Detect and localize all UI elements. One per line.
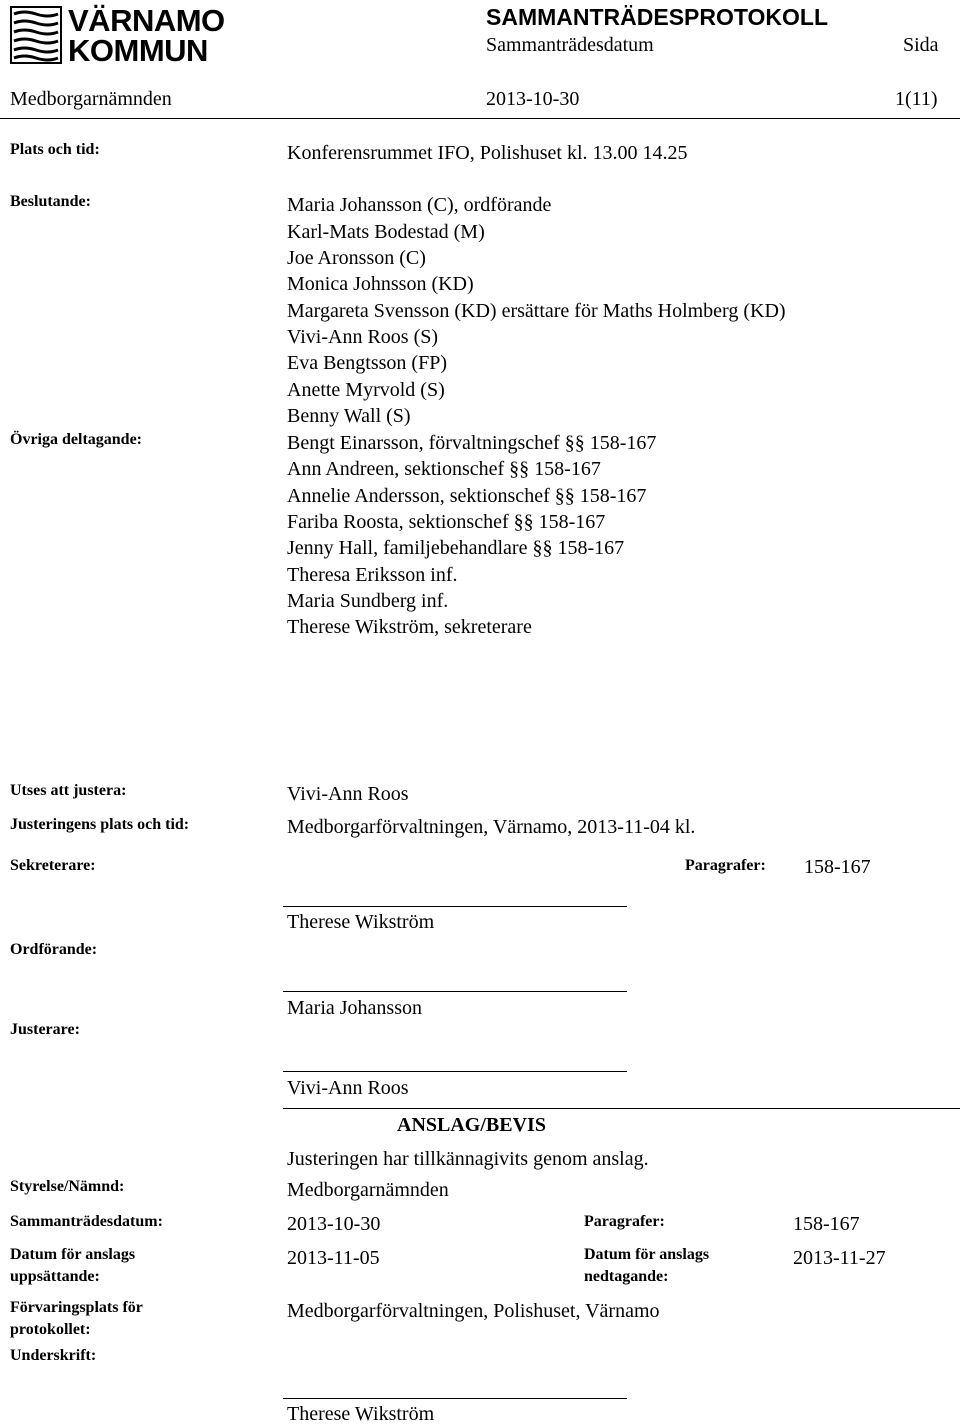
notice-meeting-date-value: 2013-10-30 bbox=[287, 1213, 381, 1235]
decider-item: Joe Aronsson (C) bbox=[287, 247, 426, 269]
participant-item: Ann Andreen, sektionschef §§ 158-167 bbox=[287, 458, 601, 480]
paragraphs-label: Paragrafer: bbox=[685, 857, 766, 874]
page-column-label: Sida bbox=[903, 34, 939, 56]
date-column-label: Sammanträdesdatum bbox=[486, 34, 654, 56]
participant-item: Jenny Hall, familjebehandlare §§ 158-167 bbox=[287, 537, 625, 559]
signature-label: Underskrift: bbox=[10, 1347, 97, 1364]
decider-item: Monica Johnsson (KD) bbox=[287, 273, 474, 295]
place-label: Plats och tid: bbox=[10, 141, 100, 158]
posted-date-label-line-2: uppsättande: bbox=[10, 1268, 100, 1285]
notice-signature-line bbox=[283, 1398, 627, 1399]
participant-item: Annelie Andersson, sektionschef §§ 158-167 bbox=[287, 485, 647, 507]
adjuster-signature-line bbox=[283, 1071, 627, 1072]
notice-paragraphs-value: 158-167 bbox=[793, 1213, 860, 1235]
storage-label-line-2: protokollet: bbox=[10, 1321, 91, 1338]
page-number: 1(11) bbox=[895, 88, 938, 110]
participant-item: Theresa Eriksson inf. bbox=[287, 564, 458, 586]
notice-meeting-date-label: Sammanträdesdatum: bbox=[10, 1213, 163, 1230]
adjust-place-label: Justeringens plats och tid: bbox=[10, 816, 190, 833]
participant-item: Therese Wikström, sekreterare bbox=[287, 616, 532, 638]
board-label: Styrelse/Nämnd: bbox=[10, 1178, 125, 1195]
participant-item: Fariba Roosta, sektionschef §§ 158-167 bbox=[287, 511, 606, 533]
decider-item: Karl-Mats Bodestad (M) bbox=[287, 221, 485, 243]
kommun-logo-emblem bbox=[10, 6, 62, 64]
notice-heading: ANSLAG/BEVIS bbox=[397, 1114, 546, 1136]
notice-signature-name: Therese Wikström bbox=[287, 1403, 435, 1425]
secretary-name: Therese Wikström bbox=[287, 911, 435, 933]
decider-item: Maria Johansson (C), ordförande bbox=[287, 194, 552, 216]
appointed-label: Utses att justera: bbox=[10, 782, 127, 799]
appointed-value: Vivi-Ann Roos bbox=[287, 783, 409, 805]
decider-item: Vivi-Ann Roos (S) bbox=[287, 326, 439, 348]
secretary-signature-line bbox=[283, 906, 627, 907]
logo-line-2: KOMMUN bbox=[68, 33, 208, 68]
decider-item: Benny Wall (S) bbox=[287, 405, 411, 427]
participant-item: Bengt Einarsson, förvaltningschef §§ 158-167 bbox=[287, 432, 657, 454]
removed-date-label-line-1: Datum för anslags bbox=[584, 1246, 710, 1263]
participant-item: Maria Sundberg inf. bbox=[287, 590, 449, 612]
adjuster-label: Justerare: bbox=[10, 1021, 80, 1038]
storage-value: Medborgarförvaltningen, Polishuset, Värnamo bbox=[287, 1300, 660, 1322]
adjust-place-value: Medborgarförvaltningen, Värnamo, 2013-11-04 kl. bbox=[287, 816, 696, 838]
logo-line-1: VÄRNAMO bbox=[68, 3, 225, 38]
document-title: SAMMANTRÄDESPROTOKOLL bbox=[486, 4, 829, 30]
removed-date-value: 2013-11-27 bbox=[793, 1247, 886, 1269]
adjuster-name: Vivi-Ann Roos bbox=[287, 1077, 409, 1099]
others-label: Övriga deltagande: bbox=[10, 431, 142, 448]
decider-item: Eva Bengtsson (FP) bbox=[287, 352, 447, 374]
removed-date-label-line-2: nedtagande: bbox=[584, 1268, 669, 1285]
chair-name: Maria Johansson bbox=[287, 997, 422, 1019]
chair-label: Ordförande: bbox=[10, 941, 98, 958]
posted-date-label-line-1: Datum för anslags bbox=[10, 1246, 136, 1263]
paragraphs-value: 158-167 bbox=[804, 856, 871, 878]
deciders-label: Beslutande: bbox=[10, 193, 91, 210]
decider-item: Anette Myrvold (S) bbox=[287, 379, 445, 401]
place-value: Konferensrummet IFO, Polishuset kl. 13.00 14.25 bbox=[287, 142, 688, 164]
chair-signature-line bbox=[283, 991, 627, 992]
header-divider bbox=[0, 118, 960, 119]
storage-label-line-1: Förvaringsplats för bbox=[10, 1299, 143, 1316]
committee-name: Medborgarnämnden bbox=[10, 88, 172, 110]
decider-item: Margareta Svensson (KD) ersättare för Maths Holmberg (KD) bbox=[287, 300, 786, 322]
meeting-date: 2013-10-30 bbox=[486, 88, 580, 110]
notice-statement: Justeringen har tillkännagivits genom anslag. bbox=[287, 1148, 649, 1170]
posted-date-value: 2013-11-05 bbox=[287, 1247, 380, 1269]
notice-divider bbox=[283, 1108, 960, 1109]
notice-paragraphs-label: Paragrafer: bbox=[584, 1213, 665, 1230]
secretary-label: Sekreterare: bbox=[10, 857, 96, 874]
board-value: Medborgarnämnden bbox=[287, 1179, 449, 1201]
